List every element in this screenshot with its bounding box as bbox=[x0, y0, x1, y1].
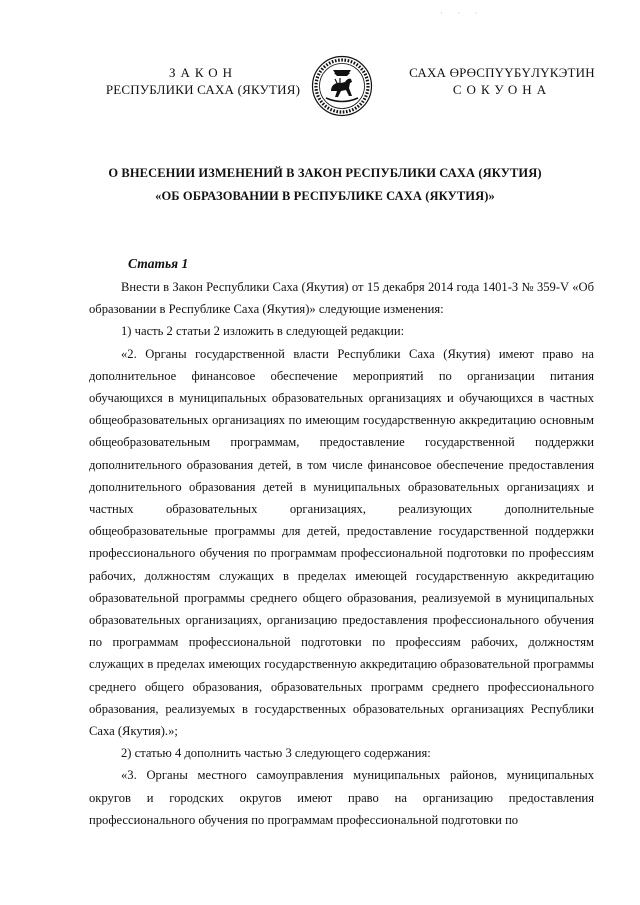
paragraph-item-2: 2) статью 4 дополнить частью 3 следующего содержания: bbox=[121, 746, 431, 761]
article-body bbox=[89, 276, 594, 831]
document-title-line2: «ОБ ОБРАЗОВАНИИ В РЕСПУБЛИКЕ САХА (ЯКУТИЯ)» bbox=[155, 189, 495, 203]
coat-of-arms-icon bbox=[311, 55, 373, 117]
scan-dots: · · · bbox=[440, 8, 484, 18]
paragraph-amendment-2: «3. Органы местного самоуправления муниципальных районов, муниципальных округов и городских округов имеют право на организацию предоставления профессионального обучения по программам профессиональной подготовки по bbox=[89, 768, 594, 827]
paragraph-intro: Внести в Закон Республики Саха (Якутия) от 15 декабря 2014 года 1401-З № 359-V «Об образовании в Республике Саха (Якутия)» следующие изменения: bbox=[89, 280, 594, 317]
article-heading: Статья 1 bbox=[128, 256, 189, 271]
header-left bbox=[104, 64, 302, 98]
header-left-line2: РЕСПУБЛИКИ САХА (ЯКУТИЯ) bbox=[105, 82, 301, 97]
paragraph-amendment-1: «2. Органы государственной власти Республики Саха (Якутия) имеют право на дополнительное финансовое обеспечение мероприятий по организации питания обучающихся в муниципальных образовательных организациях и обучающихся в частных общеобразовательных организациях по имеющим государственную аккредитацию основным общеобразовательным программам, предоставление государственной поддержки дополнительного образования детей, в том числе финансовое обеспечение предоставления дополнительного образования детей в муниципальных образовательных организациях и частных образовательных организациях, реализующих дополнительные общеобразовательные программы для детей, предоставление государственной поддержки профессионального обучения по программам профессиональной подготовки по профессиям рабочих, должностям служащих в пределах имеющей государственную аккредитацию образовательной программы среднего общего образования, реализуемой в муниципальных образовательных организациях, организацию предоставления профессионального обучения по программам профессиональной подготовки по профессиям рабочих, должностям служащих в пределах имеющих государственную аккредитацию образовательной программы среднего общего образования, образовательных программ среднего профессионального образования, реализуемых в государственных образовательных организациях Республики Саха (Якутия).»; bbox=[89, 346, 594, 739]
header-right bbox=[393, 64, 611, 98]
header-right-line2: СОКУОНА bbox=[452, 82, 552, 97]
paragraph-item-1: 1) часть 2 статьи 2 изложить в следующей редакции: bbox=[121, 324, 405, 339]
header-right-line1: САХА ӨРӨСПҮҮБҮЛҮКЭТИН bbox=[409, 65, 595, 80]
header-left-line1: ЗАКОН bbox=[168, 65, 238, 80]
document-title-line1: О ВНЕСЕНИИ ИЗМЕНЕНИЙ В ЗАКОН РЕСПУБЛИКИ САХА (ЯКУТИЯ) bbox=[108, 166, 542, 180]
